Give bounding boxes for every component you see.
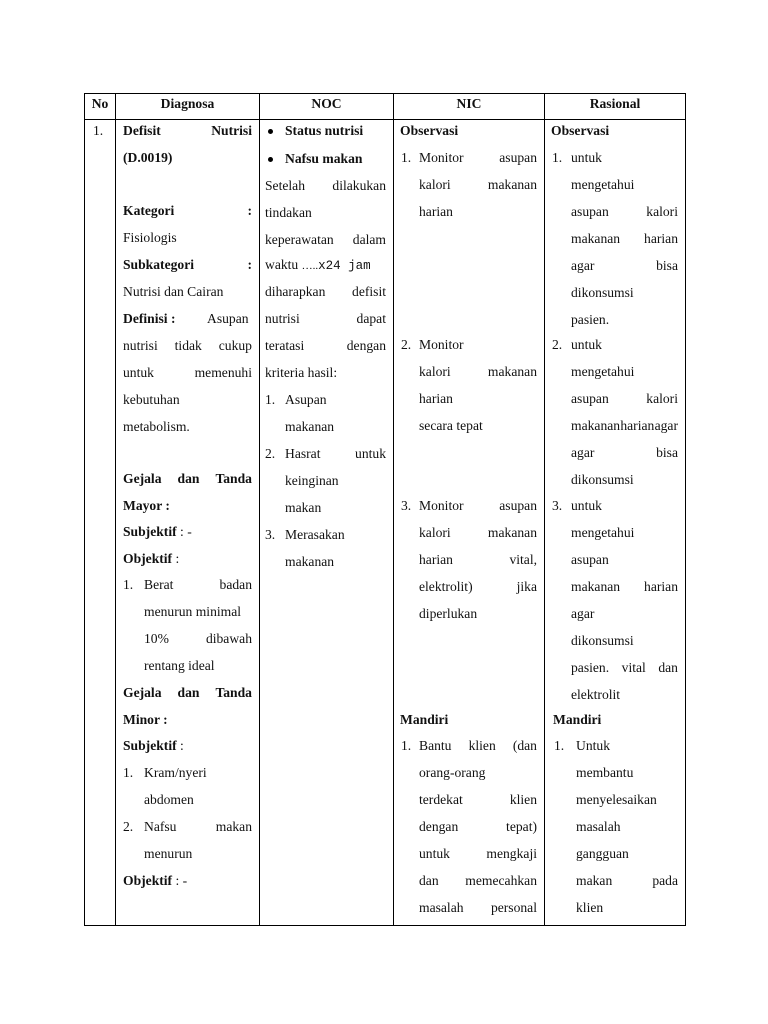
header-no: No [91, 96, 109, 111]
nic-observasi-item-line [419, 149, 537, 166]
word: personal [490, 900, 537, 915]
nic-observasi-item-line [419, 390, 537, 407]
word: klien [468, 738, 496, 753]
minor-heading-line-2: Minor : [123, 712, 168, 727]
word: nutrisi [265, 311, 300, 326]
word: dan [419, 873, 439, 888]
word: elektrolit) [419, 579, 473, 594]
nic-mandiri-item-line [419, 899, 537, 916]
nic-observasi-item-line [419, 176, 537, 193]
word: untuk [571, 337, 602, 352]
word: Bantu [419, 738, 452, 753]
word: harian [644, 579, 678, 594]
rasional-observasi-item-line [571, 311, 678, 328]
rasional-mandiri-item-line [576, 737, 678, 754]
rasional-mandiri-item-line [576, 899, 678, 916]
word: orang-orang [419, 765, 486, 780]
word: dengan [346, 338, 386, 353]
header-rasional: Rasional [589, 96, 641, 111]
rasional-observasi-item-line [571, 336, 678, 353]
word: asupan [499, 150, 537, 165]
nic-mandiri-item-line [419, 791, 537, 808]
noc-bullet-status-nutrisi: Status nutrisi [285, 123, 364, 138]
word: asupan [571, 391, 609, 406]
word: cukup [218, 338, 252, 353]
header-separator [84, 119, 686, 120]
minor-objektif-label: Objektif [123, 873, 173, 888]
word: (dan [512, 738, 537, 753]
word: Monitor [419, 337, 464, 352]
minor-subjektif-item-line [144, 764, 252, 781]
nic-observasi-item-line [419, 578, 537, 595]
noc-text-line [265, 364, 386, 381]
rasional-observasi-item-number: 2. [552, 337, 563, 352]
noc-text-line [265, 177, 386, 194]
word: kriteria hasil: [265, 365, 338, 380]
table-border-bottom [84, 925, 686, 926]
word: kalori [646, 391, 678, 406]
word: mengetahui [571, 364, 635, 379]
diagnosa-title-b: Nutrisi [211, 123, 252, 138]
rasional-observasi-label: Observasi [551, 123, 610, 138]
nic-observasi-item-line [419, 551, 537, 568]
word: masalah [419, 900, 464, 915]
word: menurun [144, 846, 193, 861]
word: secara tepat [419, 418, 483, 433]
nic-mandiri-item-line [419, 845, 537, 862]
mayor-objektif-item-number: 1. [123, 577, 134, 592]
word: dikonsumsi [571, 285, 634, 300]
word: Monitor [419, 498, 464, 513]
column-divider-no [115, 93, 116, 926]
word: Gejala [123, 685, 162, 700]
nic-observasi-label: Observasi [400, 123, 459, 138]
rasional-observasi-item-line [571, 390, 678, 407]
table-border-right [685, 93, 686, 926]
word: gangguan [576, 846, 629, 861]
word: kebutuhan [123, 392, 180, 407]
mayor-objektif-label: Objektif [123, 551, 173, 566]
rasional-observasi-item-line [571, 497, 678, 514]
word: bisa [656, 258, 678, 273]
word: Setelah [265, 178, 306, 193]
rasional-observasi-item-line [571, 551, 678, 568]
word: abdomen [144, 792, 194, 807]
word: harian [620, 418, 655, 433]
rasional-observasi-item-line [571, 686, 678, 703]
definisi-label: Definisi : [123, 311, 176, 326]
word: memecahkan [465, 873, 537, 888]
mayor-heading-line-2: Mayor : [123, 498, 170, 513]
rasional-observasi-item-line [571, 444, 678, 461]
word: untuk [571, 150, 602, 165]
word: tidak [174, 338, 202, 353]
word: Nafsu [144, 819, 177, 834]
rasional-mandiri-item-line [576, 764, 678, 781]
word: teratasi [265, 338, 305, 353]
header-nic: NIC [456, 96, 482, 111]
word: makan [215, 819, 252, 834]
word: harian [419, 552, 453, 567]
word: agar [571, 258, 595, 273]
word: makanan [487, 177, 537, 192]
word: agar [654, 418, 678, 433]
word: untuk [123, 365, 154, 380]
kategori-label: Kategori [123, 203, 175, 218]
minor-subjektif-item-line [144, 845, 252, 862]
word: vital, [509, 552, 537, 567]
kategori-value: Fisiologis [123, 230, 177, 245]
minor-subjektif-value: : [176, 738, 184, 753]
word: harian [419, 391, 453, 406]
word: makanan [571, 418, 621, 433]
definisi-line [123, 337, 252, 354]
rasional-mandiri-item-line [576, 791, 678, 808]
noc-text-line [265, 231, 386, 248]
word: Merasakan [285, 527, 345, 542]
rasional-mandiri-label: Mandiri [553, 712, 602, 727]
word: memenuhi [194, 365, 252, 380]
rasional-observasi-item-line [571, 203, 678, 220]
word: dengan [419, 819, 459, 834]
noc-text-line [265, 310, 386, 327]
word: mengetahui [571, 177, 635, 192]
word: bisa [656, 445, 678, 460]
nic-observasi-item-line [419, 605, 537, 622]
minor-subjektif-item-line [144, 818, 252, 835]
word: elektrolit [571, 687, 621, 702]
rasional-observasi-item-line [571, 605, 678, 622]
rasional-observasi-item-line [571, 417, 678, 434]
noc-text-line [265, 337, 386, 354]
word: tepat) [506, 819, 537, 834]
diagnosa-title-a: Defisit [123, 123, 161, 138]
noc-text-line [265, 283, 386, 300]
mayor-objektif-item-line [144, 657, 252, 674]
subkategori-value: Nutrisi dan Cairan [123, 284, 224, 299]
word: diperlukan [419, 606, 478, 621]
header-noc: NOC [311, 96, 342, 111]
word: dan [177, 685, 200, 700]
table-border-top [84, 93, 686, 94]
word: untuk [419, 846, 450, 861]
word: kalori [419, 177, 451, 192]
mayor-heading-line-1 [123, 470, 252, 487]
nic-mandiri-label: Mandiri [400, 712, 449, 727]
nic-observasi-item-line [419, 417, 537, 434]
word: Hasrat [285, 446, 321, 461]
noc-waktu-word: waktu [265, 257, 299, 272]
nic-observasi-item-line [419, 203, 537, 220]
word: agar [571, 445, 595, 460]
word: jika [516, 579, 537, 594]
row-number: 1. [93, 123, 104, 138]
nic-mandiri-item-number: 1. [401, 738, 412, 753]
word: dilakukan [332, 178, 386, 193]
column-divider-nic [544, 93, 545, 926]
rasional-observasi-item-line [571, 284, 678, 301]
word: terdekat [419, 792, 463, 807]
nic-observasi-item-line [419, 524, 537, 541]
nic-mandiri-item-line [419, 872, 537, 889]
word: menurun minimal [144, 604, 242, 619]
minor-subjektif-item-line [144, 791, 252, 808]
noc-criteria-item-line [285, 526, 386, 543]
word: asupan [571, 204, 609, 219]
minor-heading-line-1 [123, 684, 252, 701]
subkategori-colon: : [247, 257, 252, 272]
noc-text-line [265, 204, 386, 221]
word: vital [621, 660, 646, 675]
mayor-objektif-value: : [172, 551, 180, 566]
rasional-mandiri-item-number: 1. [554, 738, 565, 753]
word: pasien. [571, 660, 610, 675]
word: Monitor [419, 150, 464, 165]
word: menyelesaikan [576, 792, 657, 807]
word: diharapkan [265, 284, 326, 299]
word: kalori [419, 525, 451, 540]
table-border-left [84, 93, 85, 926]
word: dan [177, 471, 200, 486]
word: pasien. [571, 312, 610, 327]
mayor-subjektif-label: Subjektif [123, 524, 177, 539]
word: Tanda [215, 471, 252, 486]
rasional-observasi-item-line [571, 176, 678, 193]
word: defisit [352, 284, 386, 299]
nic-mandiri-item-line [419, 737, 537, 754]
noc-waktu-dots: ….. [301, 260, 319, 272]
mayor-subjektif-value: : - [176, 524, 192, 539]
noc-waktu-duration: x24 jam [318, 259, 371, 273]
mayor-subjektif [123, 523, 192, 540]
mayor-objektif [123, 550, 179, 567]
definisi-line [123, 364, 252, 381]
rasional-observasi-item-line [571, 363, 678, 380]
word: klien [509, 792, 537, 807]
rasional-observasi-item-number: 1. [552, 150, 563, 165]
word: Tanda [215, 685, 252, 700]
header-diagnosa: Diagnosa [160, 96, 215, 111]
word: untuk [571, 498, 602, 513]
rasional-observasi-item-line [571, 578, 678, 595]
subkategori-label: Subkategori [123, 257, 195, 272]
minor-subjektif [123, 737, 184, 754]
noc-criteria-item-line [285, 499, 386, 516]
word: kalori [419, 364, 451, 379]
word: untuk [355, 446, 386, 461]
word: harian [644, 231, 678, 246]
rasional-mandiri-item-line [576, 872, 678, 889]
minor-subjektif-item-number: 1. [123, 765, 134, 780]
word: makanan [571, 231, 621, 246]
word: badan [219, 577, 252, 592]
word: metabolism. [123, 419, 190, 434]
nic-mandiri-item-line [419, 818, 537, 835]
minor-subjektif-label: Subjektif [123, 738, 177, 753]
noc-criteria-item-line [285, 472, 386, 489]
column-divider-noc [393, 93, 394, 926]
word: makan [285, 500, 322, 515]
word: makanan [487, 364, 537, 379]
rasional-mandiri-item-line [576, 845, 678, 862]
diagnosa-code: (D.0019) [123, 150, 173, 165]
word: dapat [356, 311, 386, 326]
rasional-observasi-item-line [571, 524, 678, 541]
word: Asupan [285, 392, 327, 407]
minor-objektif-value: : - [172, 873, 188, 888]
nic-observasi-item-number: 2. [401, 337, 412, 352]
rasional-observasi-item-number: 3. [552, 498, 563, 513]
word: tindakan [265, 205, 312, 220]
word: kalori [646, 204, 678, 219]
rasional-observasi-item-line [571, 471, 678, 488]
word: asupan [499, 498, 537, 513]
rasional-observasi-item-line [571, 149, 678, 166]
rasional-observasi-item-line [571, 230, 678, 247]
word: makanan [571, 579, 621, 594]
word: Untuk [576, 738, 610, 753]
noc-criteria-item-number: 2. [265, 446, 276, 461]
word: Gejala [123, 471, 162, 486]
nic-observasi-item-line [419, 336, 537, 353]
word: dibawah [205, 631, 252, 646]
word: mengetahui [571, 525, 635, 540]
word: mengkaji [486, 846, 537, 861]
word: nutrisi [123, 338, 158, 353]
nic-observasi-item-line [419, 363, 537, 380]
rasional-mandiri-item-line [576, 818, 678, 835]
nic-observasi-item-number: 3. [401, 498, 412, 513]
word: makan [576, 873, 613, 888]
word: asupan [571, 552, 609, 567]
noc-bullet-nafsu-makan: Nafsu makan [285, 151, 363, 166]
mayor-objektif-item-line [144, 603, 252, 620]
column-divider-diagnosa [259, 93, 260, 926]
nic-observasi-item-line [419, 497, 537, 514]
word: harian [419, 204, 453, 219]
word: 10% [144, 631, 169, 646]
word: makanan [285, 554, 335, 569]
noc-criteria-item-line [285, 418, 386, 435]
noc-criteria-item-line [285, 445, 386, 462]
word: klien [576, 900, 604, 915]
word: dan [658, 660, 678, 675]
rasional-observasi-item-line [571, 632, 678, 649]
kategori-colon: : [247, 203, 252, 218]
noc-waktu-line [265, 256, 371, 275]
word: rentang ideal [144, 658, 215, 673]
word: membantu [576, 765, 634, 780]
word: masalah [576, 819, 621, 834]
bullet-dot-icon [268, 157, 273, 162]
nic-observasi-item-number: 1. [401, 150, 412, 165]
rasional-observasi-item-line [571, 659, 678, 676]
word: makanan [487, 525, 537, 540]
mayor-objektif-item-line [144, 630, 252, 647]
word: makanan [285, 419, 335, 434]
word: dikonsumsi [571, 633, 634, 648]
mayor-objektif-item-line [144, 576, 252, 593]
word: keperawatan [265, 232, 334, 247]
noc-criteria-item-line [285, 391, 386, 408]
word: keinginan [285, 473, 339, 488]
definisi-line [207, 310, 252, 327]
word: Kram/nyeri [144, 765, 207, 780]
bullet-dot-icon [268, 129, 273, 134]
word: Asupan [207, 311, 249, 326]
word: Berat [144, 577, 174, 592]
definisi-line [123, 418, 252, 435]
word: agar [571, 606, 595, 621]
nic-mandiri-item-line [419, 764, 537, 781]
word: dalam [352, 232, 386, 247]
word: pada [652, 873, 678, 888]
noc-criteria-item-number: 1. [265, 392, 276, 407]
minor-subjektif-item-number: 2. [123, 819, 134, 834]
noc-criteria-item-line [285, 553, 386, 570]
rasional-observasi-item-line [571, 257, 678, 274]
word: dikonsumsi [571, 472, 634, 487]
minor-objektif [123, 872, 187, 889]
noc-criteria-item-number: 3. [265, 527, 276, 542]
definisi-line [123, 391, 252, 408]
